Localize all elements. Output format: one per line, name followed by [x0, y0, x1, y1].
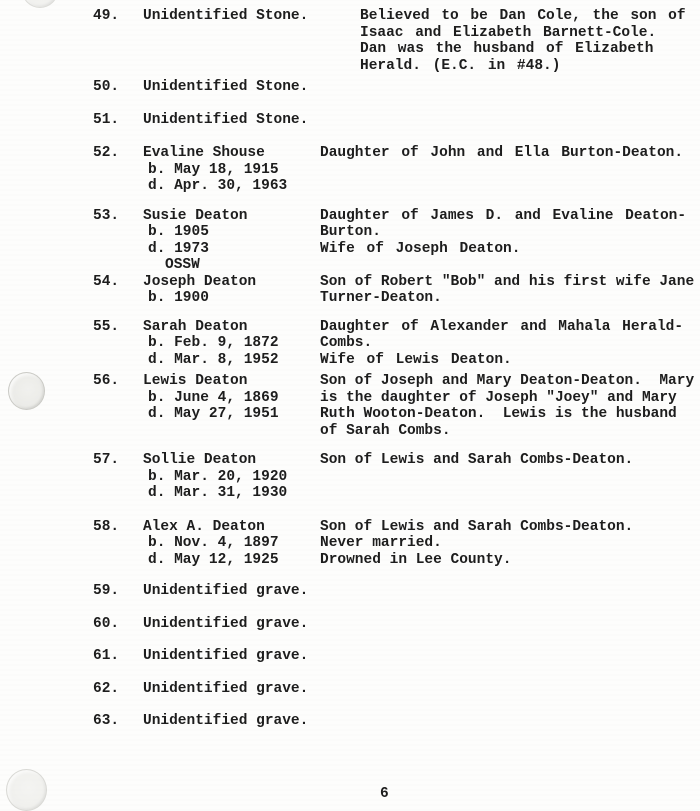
- record-name: Sarah Deaton: [143, 318, 248, 335]
- record-date: b. 1900: [148, 290, 209, 306]
- record-note: [320, 145, 700, 162]
- record-note-line: Drowned in Lee County.: [320, 551, 512, 568]
- record-row: [0, 616, 700, 633]
- record-number: 54.: [93, 273, 120, 290]
- record-row: [0, 648, 700, 665]
- record-date: b. 1905: [148, 224, 209, 240]
- record-row: [0, 319, 700, 369]
- record-name-dates: [143, 616, 320, 633]
- record-number: 56.: [93, 373, 120, 389]
- record-number: 52.: [93, 145, 120, 161]
- record-name: Evaline Shouse: [143, 145, 265, 161]
- record-name: Unidentified Stone.: [143, 8, 309, 24]
- record-name-dates: [143, 208, 320, 274]
- record-note-line: of Sarah Combs.: [320, 422, 451, 439]
- record-name: Susie Deaton: [143, 207, 248, 224]
- record-number: 62.: [93, 680, 120, 697]
- record-name-dates: [143, 145, 320, 195]
- record-number: 60.: [93, 615, 120, 632]
- record-note-line: Believed to be Dan Cole, the son of: [360, 8, 686, 24]
- record-number: 63.: [93, 713, 120, 729]
- record-note-line: is the daughter of Joseph "Joey" and Mary: [320, 389, 677, 406]
- record-name: Sollie Deaton: [143, 452, 257, 468]
- record-date: b. May 18, 1915: [148, 161, 279, 178]
- record-name: Lewis Deaton: [143, 373, 248, 389]
- record-note-line: Dan was the husband of Elizabeth: [360, 41, 654, 57]
- record-name-dates: [143, 8, 360, 25]
- record-name: Unidentified Stone.: [143, 79, 309, 95]
- record-note: [360, 8, 700, 74]
- record-name-dates: [143, 274, 320, 307]
- record-name: Unidentified grave.: [143, 713, 309, 729]
- record-row: [0, 373, 700, 439]
- record-row: [0, 583, 700, 600]
- record-row: [0, 681, 700, 698]
- record-name: Joseph Deaton: [143, 273, 257, 290]
- record-row: [0, 452, 700, 502]
- record-row: [0, 274, 700, 307]
- record-note: [320, 373, 700, 439]
- record-name-dates: [143, 373, 320, 423]
- record-name-dates: [143, 79, 320, 96]
- record-note-line: Herald. (E.C. in #48.): [360, 57, 561, 74]
- record-note-line: Wife of Joseph Deaton.: [320, 240, 521, 257]
- record-number: 59.: [93, 583, 120, 599]
- record-number: 50.: [93, 79, 120, 95]
- record-name: Unidentified Stone.: [143, 111, 309, 128]
- record-name: Unidentified grave.: [143, 615, 309, 632]
- record-note-line: Burton.: [320, 224, 381, 240]
- record-note: [320, 319, 700, 369]
- record-note-line: Ruth Wooton-Deaton. Lewis is the husband: [320, 406, 677, 422]
- record-note-line: Combs.: [320, 335, 373, 351]
- record-note: [320, 519, 700, 569]
- record-ossw: OSSW: [165, 257, 200, 273]
- record-note-line: Turner-Deaton.: [320, 290, 442, 306]
- record-note-line: Daughter of Alexander and Mahala Herald-: [320, 318, 684, 335]
- record-row: [0, 79, 700, 96]
- hole-punch-icon: [8, 372, 45, 410]
- record-number: 51.: [93, 111, 120, 128]
- record-date: d. May 27, 1951: [148, 406, 279, 422]
- record-date: d. Mar. 8, 1952: [148, 351, 279, 368]
- record-name: Unidentified grave.: [143, 583, 309, 599]
- record-date: b. Nov. 4, 1897: [148, 535, 279, 551]
- record-row: [0, 112, 700, 129]
- record-note-line: Son of Joseph and Mary Deaton-Deaton. Mary: [320, 373, 695, 389]
- record-date: b. Mar. 20, 1920: [148, 468, 288, 485]
- record-note-line: Isaac and Elizabeth Barnett-Cole.: [360, 24, 657, 41]
- record-number: 49.: [93, 8, 120, 24]
- record-date: b. June 4, 1869: [148, 389, 279, 406]
- record-note-line: Never married.: [320, 535, 442, 551]
- record-row: [0, 713, 700, 730]
- record-name-dates: [143, 583, 320, 600]
- record-date: d. 1973: [148, 240, 209, 257]
- record-date: b. Feb. 9, 1872: [148, 335, 279, 351]
- record-row: [0, 8, 700, 74]
- record-number: 53.: [93, 207, 120, 224]
- record-date: d. Apr. 30, 1963: [148, 178, 288, 194]
- record-row: [0, 208, 700, 274]
- record-name-dates: [143, 112, 320, 129]
- record-row: [0, 519, 700, 569]
- hole-punch-icon: [6, 769, 47, 811]
- record-name: Unidentified grave.: [143, 680, 309, 697]
- record-name-dates: [143, 319, 320, 369]
- record-name-dates: [143, 519, 320, 569]
- page-number: 6: [380, 786, 389, 802]
- record-note-line: Daughter of James D. and Evaline Deaton-: [320, 207, 687, 224]
- record-name: Alex A. Deaton: [143, 518, 265, 535]
- record-note-line: Son of Robert "Bob" and his first wife Jane: [320, 273, 695, 290]
- record-number: 61.: [93, 648, 120, 664]
- record-note: [320, 452, 700, 469]
- record-name-dates: [143, 713, 320, 730]
- record-name: Unidentified grave.: [143, 648, 309, 664]
- record-number: 57.: [93, 452, 120, 468]
- record-note: [320, 208, 700, 258]
- record-name-dates: [143, 452, 320, 502]
- record-date: d. Mar. 31, 1930: [148, 485, 288, 501]
- record-note-line: Son of Lewis and Sarah Combs-Deaton.: [320, 452, 634, 468]
- record-number: 55.: [93, 318, 120, 335]
- record-note-line: Son of Lewis and Sarah Combs-Deaton.: [320, 518, 634, 535]
- record-name-dates: [143, 681, 320, 698]
- record-row: [0, 145, 700, 195]
- record-date: d. May 12, 1925: [148, 551, 279, 568]
- record-number: 58.: [93, 518, 120, 535]
- record-note: [320, 274, 700, 307]
- record-name-dates: [143, 648, 320, 665]
- record-note-line: Daughter of John and Ella Burton-Deaton.: [320, 145, 684, 161]
- record-note-line: Wife of Lewis Deaton.: [320, 351, 512, 368]
